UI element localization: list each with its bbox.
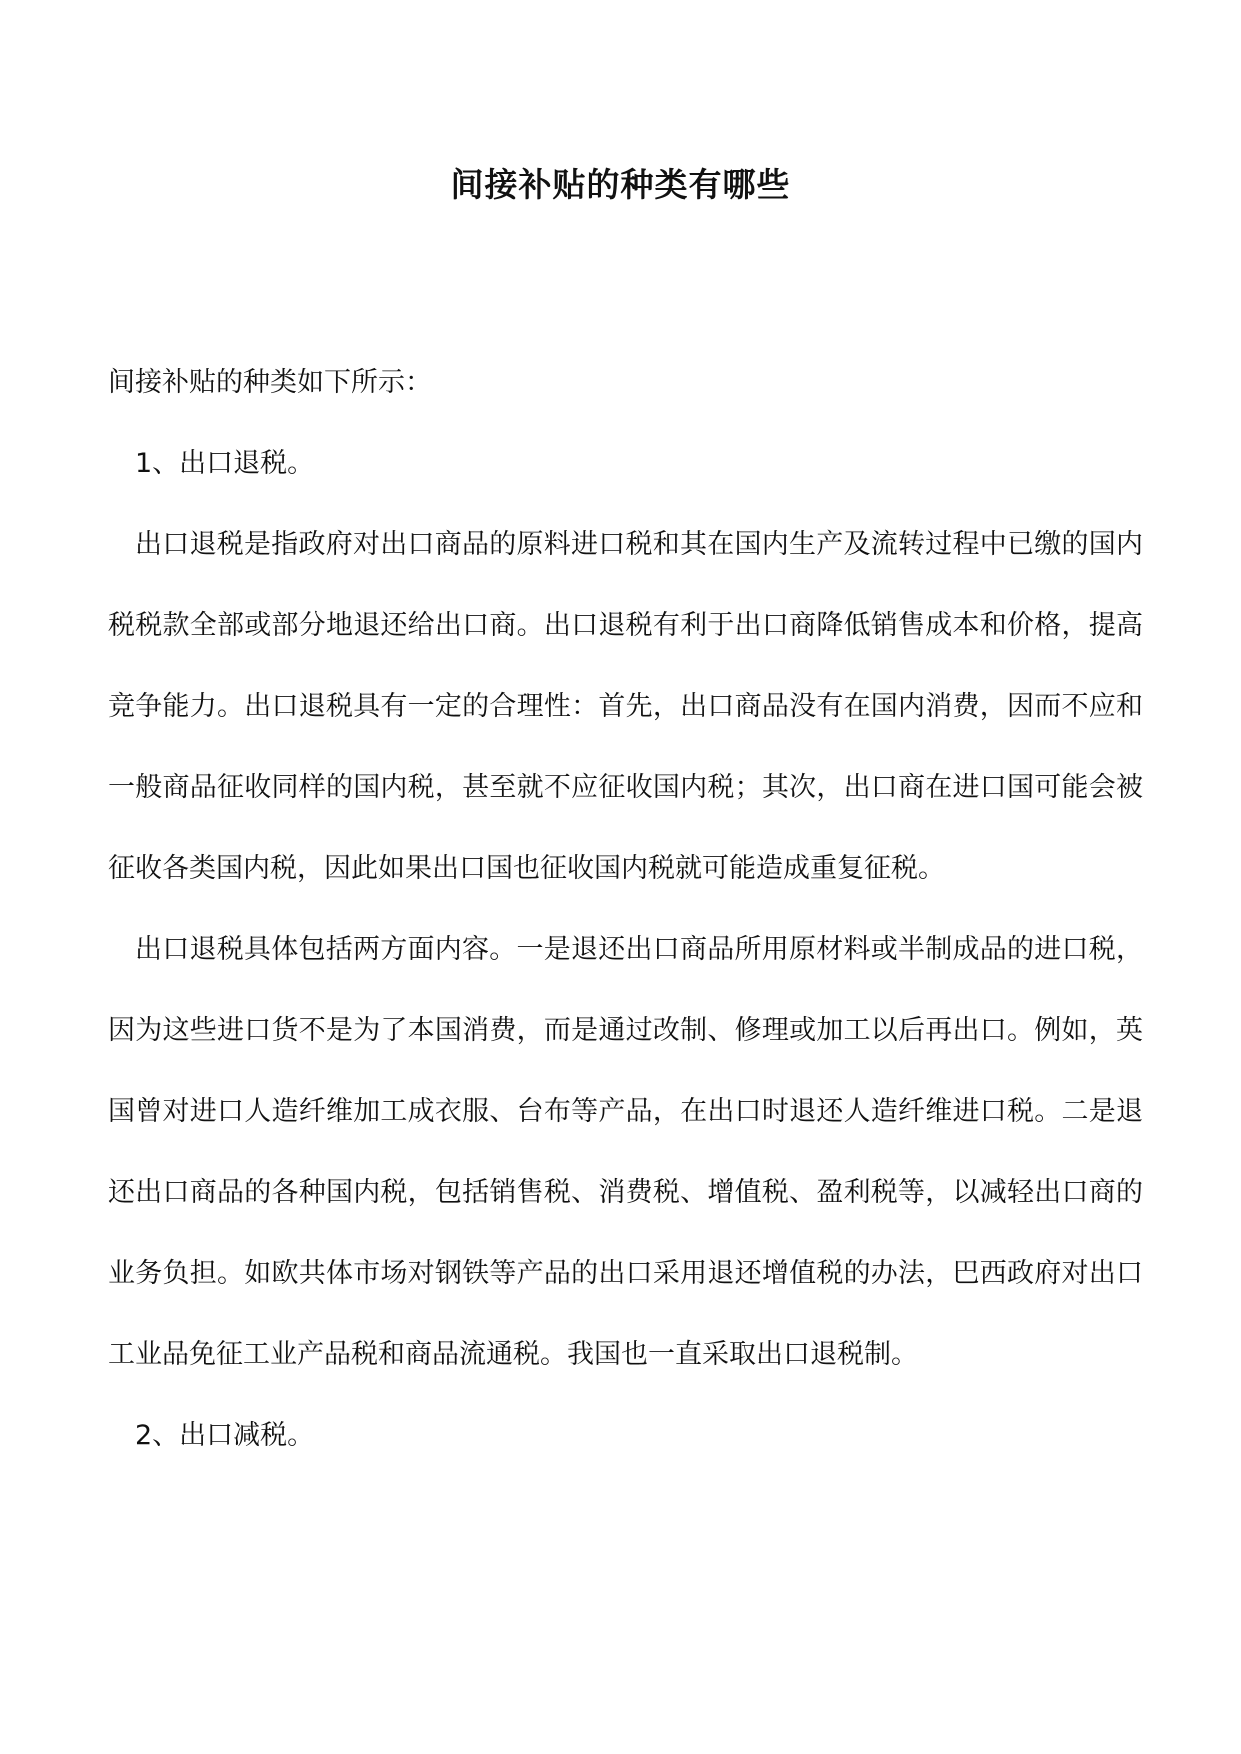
intro-paragraph: 间接补贴的种类如下所示： xyxy=(108,367,432,398)
body-paragraph: 出口退税是指政府对出口商品的原料进口税和其在国内生产及流转过程中已缴的国内税税款全部或部分地退还给出口商。出口退税有利于出口商降低销售成本和价格，提高竞争能力。出口退税具有一定的合理性：首先，出口商品没有在国内消费，因而不应和一般商品征收同样的国内税，甚至就不应征收国内税；其次，出口商在进口国可能会被征收各类国内税，因此如果出口国也征收国内税就可能造成重复征税。 xyxy=(108,529,1143,884)
section-heading-1: 1、出口退税。 xyxy=(135,448,315,479)
document-body xyxy=(108,342,1143,1476)
section-heading-2: 2、出口减税。 xyxy=(135,1420,315,1451)
body-paragraph: 出口退税具体包括两方面内容。一是退还出口商品所用原材料或半制成品的进口税，因为这些进口货不是为了本国消费，而是通过改制、修理或加工以后再出口。例如，英国曾对进口人造纤维加工成衣服、台布等产品，在出口时退还人造纤维进口税。二是退还出口商品的各种国内税，包括销售税、消费税、增值税、盈利税等，以减轻出口商的业务负担。如欧共体市场对钢铁等产品的出口采用退还增值税的办法，巴西政府对出口工业品免征工业产品税和商品流通税。我国也一直采取出口退税制。 xyxy=(108,934,1143,1370)
document-title: 间接补贴的种类有哪些 xyxy=(450,165,791,204)
